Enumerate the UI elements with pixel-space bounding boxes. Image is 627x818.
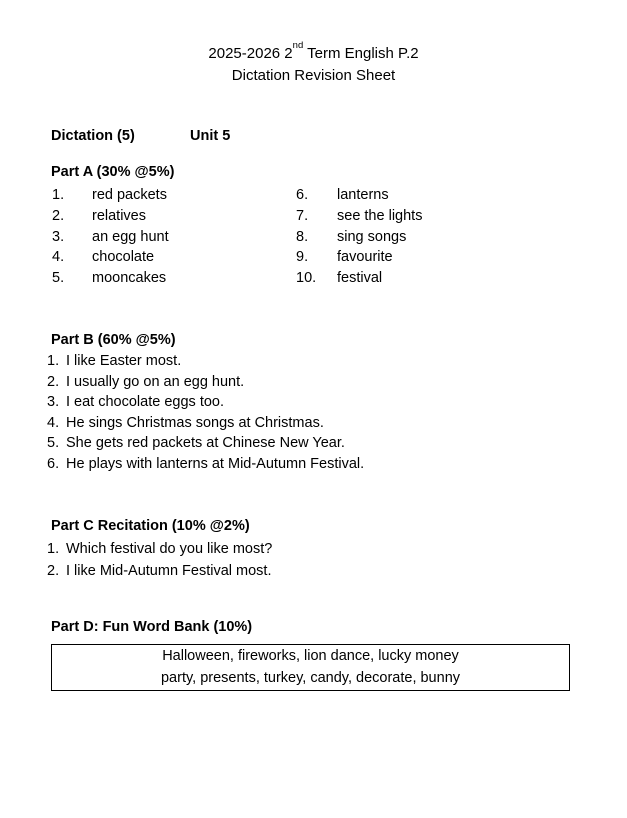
title-line-2: Dictation Revision Sheet [231, 67, 396, 84]
part-b-sentence-list [0, 353, 627, 477]
list-item [0, 456, 627, 477]
item-number: 1. [47, 353, 60, 369]
part-c-recitation-list [0, 541, 627, 585]
unit-label: Unit 5 [190, 128, 231, 144]
title-line1-prefix: 2025-2026 2 [208, 45, 293, 62]
item-text: festival [337, 270, 383, 287]
item-text: an egg hunt [92, 228, 169, 245]
item-text: I eat chocolate eggs too. [66, 394, 224, 411]
item-number: 5. [47, 435, 60, 452]
title-line-1 [0, 39, 627, 65]
list-item [0, 541, 627, 563]
word-bank-line-1: Halloween, fireworks, lion dance, lucky money [162, 648, 459, 664]
item-number: 2. [47, 373, 60, 390]
item-text: I like Mid-Autumn Festival most. [66, 563, 272, 579]
document-title [0, 39, 627, 87]
item-text: lanterns [337, 187, 389, 203]
list-item [0, 187, 627, 208]
part-d-heading: Part D: Fun Word Bank (10%) [51, 619, 253, 635]
part-a-word-list [0, 187, 627, 291]
item-text: relatives [92, 207, 146, 224]
item-number: 1. [52, 187, 65, 203]
item-number: 2. [47, 563, 60, 579]
list-item [0, 353, 627, 374]
item-text: She gets red packets at Chinese New Year. [66, 435, 345, 452]
item-number: 6. [47, 455, 60, 472]
item-text: see the lights [337, 207, 423, 224]
item-text: sing songs [337, 228, 407, 245]
list-item [0, 374, 627, 395]
item-text: Which festival do you like most? [66, 541, 273, 557]
item-number: 2. [52, 207, 65, 224]
item-number: 8. [296, 228, 309, 245]
item-text: mooncakes [92, 270, 167, 287]
item-text: chocolate [92, 249, 155, 266]
item-text: favourite [337, 249, 393, 266]
item-number: 10. [296, 270, 317, 287]
item-number: 7. [296, 207, 309, 224]
title-line1-suffix: Term English P.2 [303, 45, 419, 62]
list-item [0, 563, 627, 585]
part-b-heading: Part B (60% @5%) [51, 332, 176, 348]
list-item [0, 435, 627, 456]
dictation-label: Dictation (5) [51, 128, 135, 144]
item-number: 1. [47, 541, 60, 557]
word-bank-line-2: party, presents, turkey, candy, decorate, bunny [160, 669, 461, 686]
item-text: I like Easter most. [66, 353, 182, 369]
title-ordinal-superscript: nd [292, 39, 304, 51]
item-number: 4. [47, 414, 60, 431]
item-text: I usually go on an egg hunt. [66, 373, 245, 390]
item-number: 5. [52, 270, 65, 287]
item-number: 3. [52, 228, 65, 245]
part-c-heading: Part C Recitation (10% @2%) [51, 518, 250, 534]
part-a-heading: Part A (30% @5%) [51, 164, 175, 180]
item-text: red packets [92, 187, 167, 203]
list-item [0, 208, 627, 229]
item-number: 9. [296, 249, 309, 266]
list-item [0, 229, 627, 250]
item-number: 3. [47, 394, 60, 411]
item-number: 6. [296, 187, 309, 203]
list-item [0, 415, 627, 436]
item-text: He plays with lanterns at Mid-Autumn Festival. [66, 455, 365, 472]
item-text: He sings Christmas songs at Christmas. [66, 414, 324, 431]
item-number: 4. [52, 249, 65, 266]
list-item [0, 394, 627, 415]
word-bank-box [51, 644, 570, 691]
list-item [0, 270, 627, 291]
list-item [0, 249, 627, 270]
